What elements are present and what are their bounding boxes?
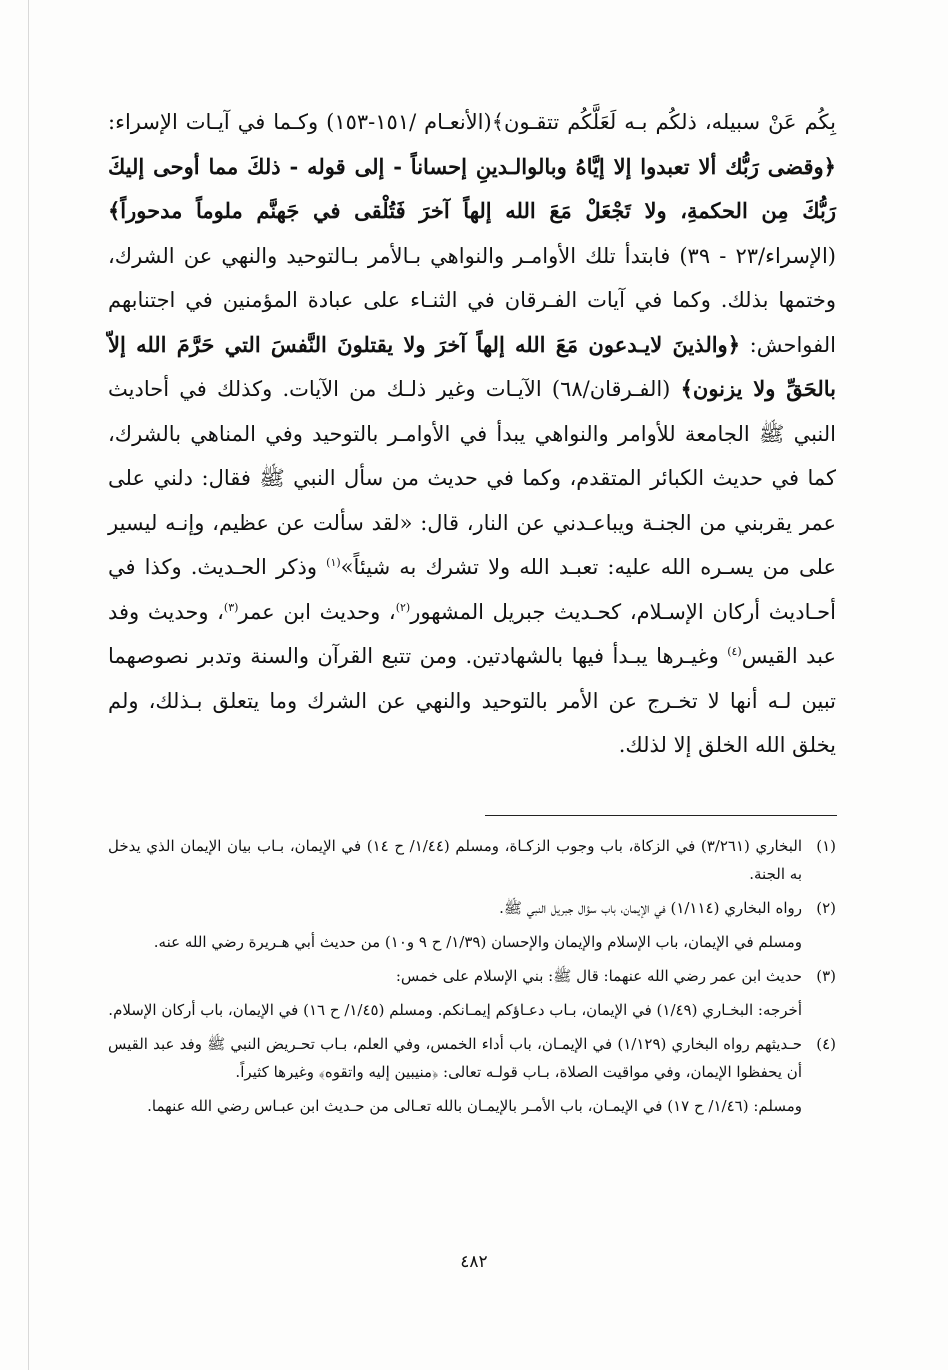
footnote-number: (٣) [816,967,836,985]
footnotes [108,832,836,1126]
footnote-text: رواه البخاري (١/١١٤) في الإيمان، باب سؤال جبريل النبي ﷺ. [499,899,802,917]
footnote-ref-2[interactable]: (٢) [395,600,411,614]
main-text [108,100,836,768]
scan-edge-line [28,0,29,1370]
footnote-number [802,928,836,956]
footnote-text: أخرجه: البخـاري (١/٤٩) في الإيمان، بـاب دعـاؤكم إيمـانكم. ومسلم (١/٤٥/ ح ١٦) في الإيمان، باب أركان الإسلام. [108,1001,802,1019]
footnote-ref-3[interactable]: (٣) [223,600,239,614]
footnote-ref-4[interactable]: (٤) [727,645,742,658]
footnote-number: (٢) [816,899,836,917]
text-segment: وغيـرها يبـدأ فيها بالشهادتين. ومن تتبع القرآن والسنة وتدبر نصوصهما تبين لـه أنها لا تخـرج عن الأمر بالتوحيد والنهي عن الشرك وما يتعلق بـذلك، ولم يخلق الله الخلق إلا لذلك. [108,644,836,757]
text-segment: بِكُم عَنْ سبيله، ذلكُم بـه لَعَلَّكُم تتقـون﴾(الأنعـام /١٥١-١٥٣) وكـما في آيـات الإسراء: [108,110,836,134]
footnote-item [108,1030,836,1086]
footnote-item [108,996,836,1024]
footnote-text: حديث ابن عمر رضي الله عنهما: قال ﷺ: بني الإسلام على خمس: [395,967,802,985]
footnote-divider [485,815,837,816]
footnote-number: (٤) [816,1035,836,1053]
text-segment: ، وحديث وفد عبد القيس [108,599,836,668]
footnote-item [108,928,836,956]
footnote-number [802,996,836,1024]
page-number: ٤٨٢ [460,1252,488,1272]
footnote-item [108,1092,836,1120]
footnote-text: ومسلم: (١/٤٦/ ح ١٧) في الإيمـان، باب الأمـر بالإيمـان بالله تعـالى من حـديث ابن عبـاس رضي الله عنهما. [147,1097,802,1115]
text-segment: ، وحديث ابن عمر [238,599,396,624]
quran-verse-furqan: ﴿والذينَ لايـدعون مَعَ الله إلهاً آخرَ ولا يقتلونَ النَّفسَ التي حَرَّمَ الله إلاّ بالحَقِّ ولا يزنون﴾ [108,331,836,401]
text-segment: (الفـرقان/٦٨) الآيـات وغير ذلـك من الآيات. وكذلك في أحاديث النبي ﷺ الجامعة للأوامر والنواهي يبدأ في الأوامـر بالتوحيد وفي المناهي بالشرك، كما في حديث الكبائر المتقدم، وكما في حديث من سأل النبي ﷺ فقال: دلني على عمر يقربني من الجنـة ويباعـدني عن النار، قال: «لقد سألت عن عظيم، وإنـه ليسير على من يسـره الله عليه: تعبـد الله ولا تشرك به شيئاً» [108,377,836,579]
main-paragraph [108,100,836,768]
text-segment: (الإسراء/٢٣ - ٣٩) فابتدأ تلك الأوامـر والنواهي بـالأمر بـالتوحيد والنهي عن الشرك، وختمها بذلك. وكما في آيات الفـرقان في الثنـاء على عبادة المؤمنين في اجتنابهم الفواحش: [108,243,837,357]
footnote-text: ومسلم في الإيمان، باب الإسلام والإيمان والإحسان (١/٣٩/ ح ٩ و١٠) من حديث أبي هـريرة رضي الله عنه. [153,933,802,951]
footnote-item [108,894,836,922]
footnote-ref-1[interactable]: (١) [326,556,341,569]
footnote-number [802,1092,836,1120]
footnote-number: (١) [816,837,836,855]
footnote-item [108,962,836,990]
footnote-item [108,832,836,888]
footnote-text: البخاري (٣/٢٦١) في الزكاة، باب وجوب الزكـاة، ومسلم (١/٤٤/ ح ١٤) في الإيمان، بـاب بيان الإيمان الذي يدخل به الجنة. [108,837,802,883]
text-segment: وذكر الحـديث. وكذا في أحـاديث أركان الإسـلام، كحـديث جبريل المشهور [108,555,836,624]
footnote-text: حـديثهم رواه البخاري (١/١٢٩) في الإيمـان، باب أداء الخمس، وفي العلم، بـاب تحـريض النبي ﷺ وفد عبد القيس أن يحفظوا الإيمان، وفي مواقيت الصلاة، بـاب قولـه تعالى: ﴿منيبين إليه واتقوه﴾ وغيرها كثيراً. [108,1035,802,1081]
quran-verse-isra: ﴿وقضى رَبُّك ألا تعبدوا إلا إيَّاهُ وبالوالـدينِ إحساناً - إلى قوله - ذلكَ مما أوحى إليكَ رَبُّكَ مِن الحكمةِ، ولا تَجْعَلْ مَعَ الله إلهاً آخرَ فَتُلْقى في جَهنَّم ملوماً مدحوراً﴾ [108,153,836,223]
